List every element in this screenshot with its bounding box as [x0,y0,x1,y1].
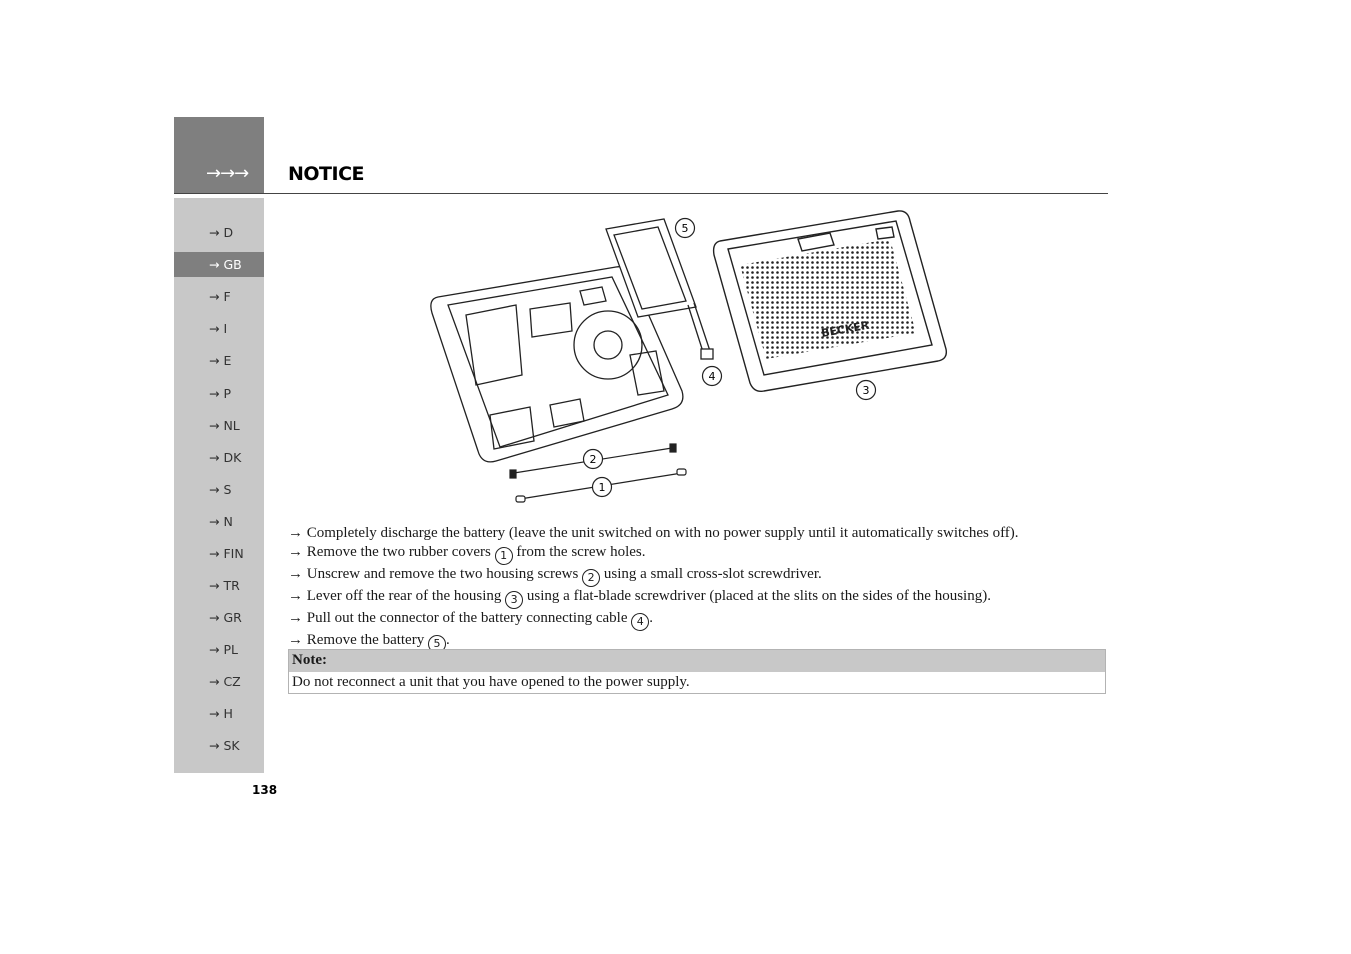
svg-text:2: 2 [589,453,597,466]
header-rule [174,193,1108,194]
svg-text:4: 4 [708,370,716,383]
header-arrows: →→→ [206,163,249,184]
callout-2 [584,450,603,469]
sidebar-item-gr[interactable]: → GR [209,610,242,625]
instruction-step: → Remove the battery 5 . [288,631,1108,653]
language-sidebar [174,198,264,773]
sidebar-item-tr[interactable]: → TR [209,578,240,593]
note-box [288,649,1106,694]
svg-text:5: 5 [681,222,689,235]
sidebar-item-i[interactable]: → I [209,321,228,336]
page-title: NOTICE [288,163,365,185]
callout-number: 2 [582,569,600,587]
brand-label: BECKER [820,318,871,340]
sidebar-item-n[interactable]: → N [209,514,233,529]
callout-1 [593,478,612,497]
callout-number: 3 [505,591,523,609]
svg-text:3: 3 [862,384,870,397]
rear-housing [714,211,947,391]
sidebar-item-p[interactable]: → P [209,386,231,401]
sidebar-item-f[interactable]: → F [209,289,231,304]
callout-5 [676,219,695,238]
callout-number: 4 [631,613,649,631]
page-number: 138 [252,783,278,797]
sidebar-item-e[interactable]: → E [209,353,232,368]
svg-text:1: 1 [598,481,606,494]
instruction-list [288,524,1108,653]
callout-4 [703,367,722,386]
sidebar-item-h[interactable]: → H [209,706,233,721]
instruction-step: → Lever off the rear of the housing 3 using a flat-blade screwdriver (placed at the slits on the sides of the housing). [288,587,1108,609]
note-text: Do not reconnect a unit that you have opened to the power supply. [292,674,690,690]
sidebar-item-s[interactable]: → S [209,482,232,497]
sidebar-item-gb[interactable]: → GB [174,252,264,277]
sidebar-item-pl[interactable]: → PL [209,642,238,657]
instruction-step: → Completely discharge the battery (leave the unit switched on with no power supply until it automatically switches off). [288,525,1019,541]
instruction-step: → Remove the two rubber covers 1 from the screw holes. [288,543,1108,565]
sidebar-item-nl[interactable]: → NL [209,418,240,433]
instruction-step: → Pull out the connector of the battery connecting cable 4 . [288,609,1108,631]
sidebar-item-d[interactable]: → D [209,225,234,240]
callout-3 [857,381,876,400]
sidebar-item-fin[interactable]: → FIN [209,546,244,561]
instruction-step: → Unscrew and remove the two housing screws 2 using a small cross-slot screwdriver. [288,565,1108,587]
callout-number: 1 [495,547,513,565]
sidebar-item-cz[interactable]: → CZ [209,674,241,689]
disassembly-illustration [420,205,960,515]
callout-number: 5 [428,635,446,653]
sidebar-item-sk[interactable]: → SK [209,738,240,753]
note-heading: Note: [289,650,1105,672]
sidebar-item-dk[interactable]: → DK [209,450,242,465]
